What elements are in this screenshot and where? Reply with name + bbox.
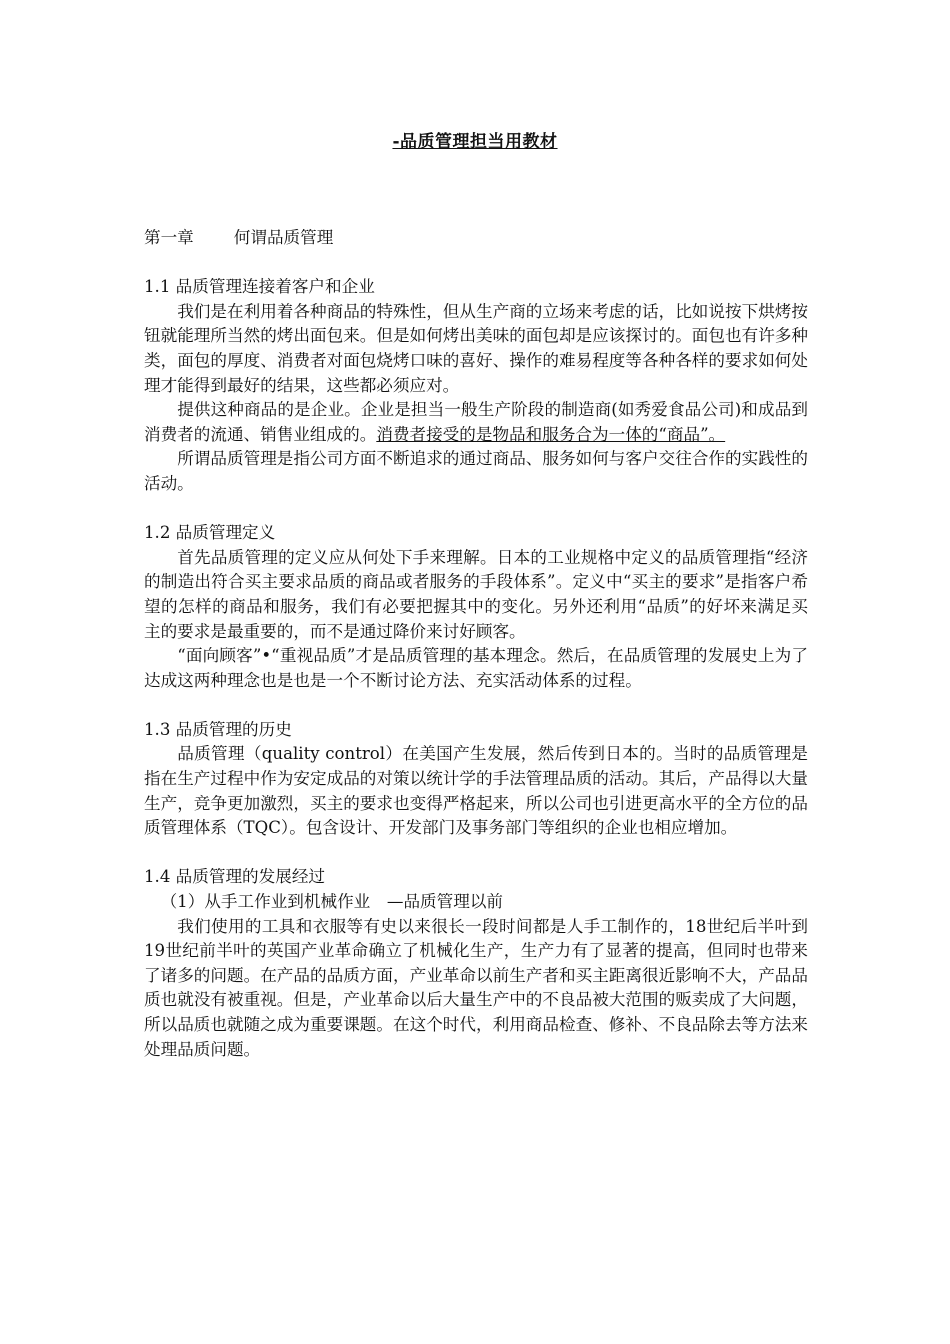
document-title: -品质管理担当用教材 xyxy=(392,132,558,152)
paragraph xyxy=(144,398,808,447)
section-heading: 1.3 品质管理的历史 xyxy=(144,719,292,739)
section-1-1 xyxy=(144,275,808,496)
subsection-heading: （1）从手工作业到机械作业 —品质管理以前 xyxy=(160,892,504,912)
document-body xyxy=(144,226,808,1062)
underlined-text: 消费者接受的是物品和服务合为一体的“商品”。 xyxy=(376,424,726,444)
section-heading: 1.2 品质管理定义 xyxy=(144,523,276,543)
chapter-heading xyxy=(144,226,808,251)
section-1-2 xyxy=(144,521,808,693)
chapter-number: 第一章 xyxy=(144,228,194,247)
section-1-3 xyxy=(144,718,808,841)
section-heading: 1.1 品质管理连接着客户和企业 xyxy=(144,277,375,297)
paragraph: 所谓品质管理是指公司方面不断追求的通过商品、服务如何与客户交往合作的实践性的活动。 xyxy=(144,449,808,493)
chapter-name: 何谓品质管理 xyxy=(233,228,334,247)
paragraph: 我们使用的工具和衣服等有史以来很长一段时间都是人手工制作的，18世纪后半叶到19世纪前半叶的英国产业革命确立了机械化生产，生产力有了显著的提高，但同时也带来了诸多的问题。在产品的品质方面，产业革命以前生产者和买主距离很近影响不大，产品品质也就没有被重视。但是，产业革命以后大量生产中的不良品被大范围的贩卖成了大问题，所以品质也就随之成为重要课题。在这个时代，利用商品检查、修补、不良品除去等方法来处理品质问题。 xyxy=(144,916,808,1059)
paragraph-text: 提供这种商品的是企业。企业是担当一般生产阶段的制造商(如秀爱食品公司)和成品到消费者的流通、销售业组成的。 xyxy=(144,400,808,444)
paragraph: 品质管理（quality control）在美国产生发展，然后传到日本的。当时的品质管理是指在生产过程中作为安定成品的对策以统计学的手法管理品质的活动。其后，产品得以大量生产，竞争更加激烈，买主的要求也变得严格起来，所以公司也引进更高水平的全方位的品质管理体系（TQC）。包含设计、开发部门及事务部门等组织的企业也相应增加。 xyxy=(144,744,808,838)
section-heading: 1.4 品质管理的发展经过 xyxy=(144,867,326,887)
paragraph: “面向顾客”•“重视品质”才是品质管理的基本理念。然后，在品质管理的发展史上为了达成这两种理念也是也是一个不断讨论方法、充实活动体系的过程。 xyxy=(144,646,808,690)
paragraph: 我们是在利用着各种商品的特殊性，但从生产商的立场来考虑的话，比如说按下烘烤按钮就能理所当然的烤出面包来。但是如何烤出美味的面包却是应该探讨的。面包也有许多种类，面包的厚度、消费者对面包烧烤口味的喜好、操作的难易程度等各种各样的要求如何处理才能得到最好的结果，这些都必须应对。 xyxy=(144,301,808,395)
paragraph: 首先品质管理的定义应从何处下手来理解。日本的工业规格中定义的品质管理指“经济的制造出符合买主要求品质的商品或者服务的手段体系”。定义中“买主的要求”是指客户希望的怎样的商品和服务，我们有必要把握其中的变化。另外还利用“品质”的好坏来满足买主的要求是最重要的，而不是通过降价来讨好顾客。 xyxy=(144,547,808,641)
section-1-4 xyxy=(144,865,808,1062)
